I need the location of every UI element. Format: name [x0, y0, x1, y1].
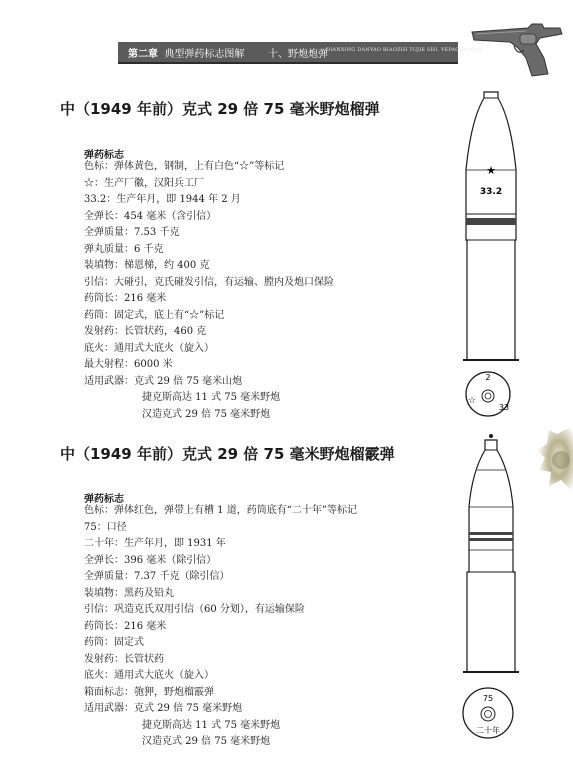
spec-line-weapon: 汉造克式 29 倍 75 毫米野炮 — [142, 736, 271, 747]
spec-line: 底火：通用式大底火（旋入） — [84, 342, 214, 354]
spec-line: 33.2：生产年月，即 1944 年 2 月 — [84, 194, 241, 205]
revolver-illustration — [470, 18, 570, 80]
spec-line: 全弹质量：7.53 千克 — [84, 227, 180, 238]
chapter-label: 第二章 典型弹药标志图解 — [128, 49, 245, 60]
base-mark-top: 75 — [482, 694, 494, 703]
header-pinyin: DIANXING DANYAO BIAOZHI TUJIE SHI. YEPAOPAODAN — [326, 47, 484, 53]
spec-line: 药筒：固定式 — [84, 637, 144, 648]
spec-line: 引信：大碰引，克氏碰发引信，有运输、膛内及炮口保险 — [84, 276, 334, 288]
spec-line: 装填物：黑药及铅丸 — [84, 587, 174, 599]
base-mark-bottom: 二十年 — [476, 726, 500, 735]
base-mark-left: ☆ — [467, 396, 477, 406]
spec-line: 弹丸质量：6 千克 — [84, 243, 164, 255]
spec-line: 最大射程：6000 米 — [84, 359, 173, 370]
spec-line: 箱面标志：匏狎，野炮榴霰弹 — [84, 686, 214, 698]
spec-line: 药筒长：216 毫米 — [84, 620, 167, 632]
spec-line: 色标：弹体红色，弹带上有槽 1 道，药筒底有“二十年”等标记 — [84, 505, 357, 516]
spec-line: 发射药：长管状药 — [84, 653, 164, 665]
he-base-diagram — [460, 366, 522, 422]
spec-line: 药筒长：216 毫米 — [84, 293, 167, 304]
base-mark-right: 33 — [498, 403, 510, 412]
spec-line: 75：口径 — [84, 521, 127, 533]
shrapnel-base-diagram — [458, 682, 518, 744]
spec-line: 药筒：固定式，底上有“☆”标记 — [84, 309, 225, 321]
shell-code-mark: 33.2 — [479, 187, 503, 197]
spec-line: 二十年：生产年月，即 1931 年 — [84, 538, 226, 549]
spec-line: 全弹质量：7.37 千克（除引信） — [84, 571, 230, 582]
header-band — [118, 42, 484, 64]
spec-line: 引信：巩造克氏双用引信（60 分划），有运输保险 — [84, 604, 305, 615]
he-shell-diagram — [455, 90, 527, 365]
base-mark-top: 2 — [485, 373, 491, 382]
spec-line: 全弹长：454 毫米（含引信） — [84, 210, 217, 222]
spec-line: 全弹长：396 毫米（除引信） — [84, 554, 217, 566]
spec-line-weapon: 捷克斯高达 11 式 75 毫米野炮 — [142, 392, 281, 403]
section-2-subtitle: 弹药标志 — [84, 494, 124, 505]
spec-line-weapon: 汉造克式 29 倍 75 毫米野炮 — [142, 408, 271, 420]
section-1-subtitle: 弹药标志 — [84, 150, 124, 161]
shell-star-mark: ★ — [486, 164, 496, 177]
section-2-title: 中（1949 年前）克式 29 倍 75 毫米野炮榴霰弹 — [60, 445, 395, 463]
spec-line: 底火：通用式大底火（旋入） — [84, 670, 214, 681]
section-label: 十、野炮炮弹 — [268, 49, 328, 60]
decorative-explosion-image — [535, 420, 573, 500]
spec-line: 适用武器：克式 29 倍 75 毫米山炮 — [84, 375, 243, 387]
spec-line: 适用武器：克式 29 倍 75 毫米野炮 — [84, 703, 243, 714]
page-header — [0, 0, 573, 68]
spec-line: 装填物：梯恩梯，约 400 克 — [84, 260, 210, 271]
section-1-title: 中（1949 年前）克式 29 倍 75 毫米野炮榴弹 — [60, 100, 380, 118]
section-1-specs — [84, 159, 334, 423]
spec-line: 色标：弹体黄色，钢制，上有白色“☆”等标记 — [84, 161, 285, 172]
spec-line: 发射药：长管状药，460 克 — [84, 326, 207, 337]
section-2-specs — [84, 503, 357, 751]
spec-line-weapon: 捷克斯高达 11 式 75 毫米野炮 — [142, 719, 281, 731]
shrapnel-shell-diagram — [455, 432, 527, 677]
spec-line: ☆：生产厂徽，汉阳兵工厂 — [84, 177, 204, 189]
